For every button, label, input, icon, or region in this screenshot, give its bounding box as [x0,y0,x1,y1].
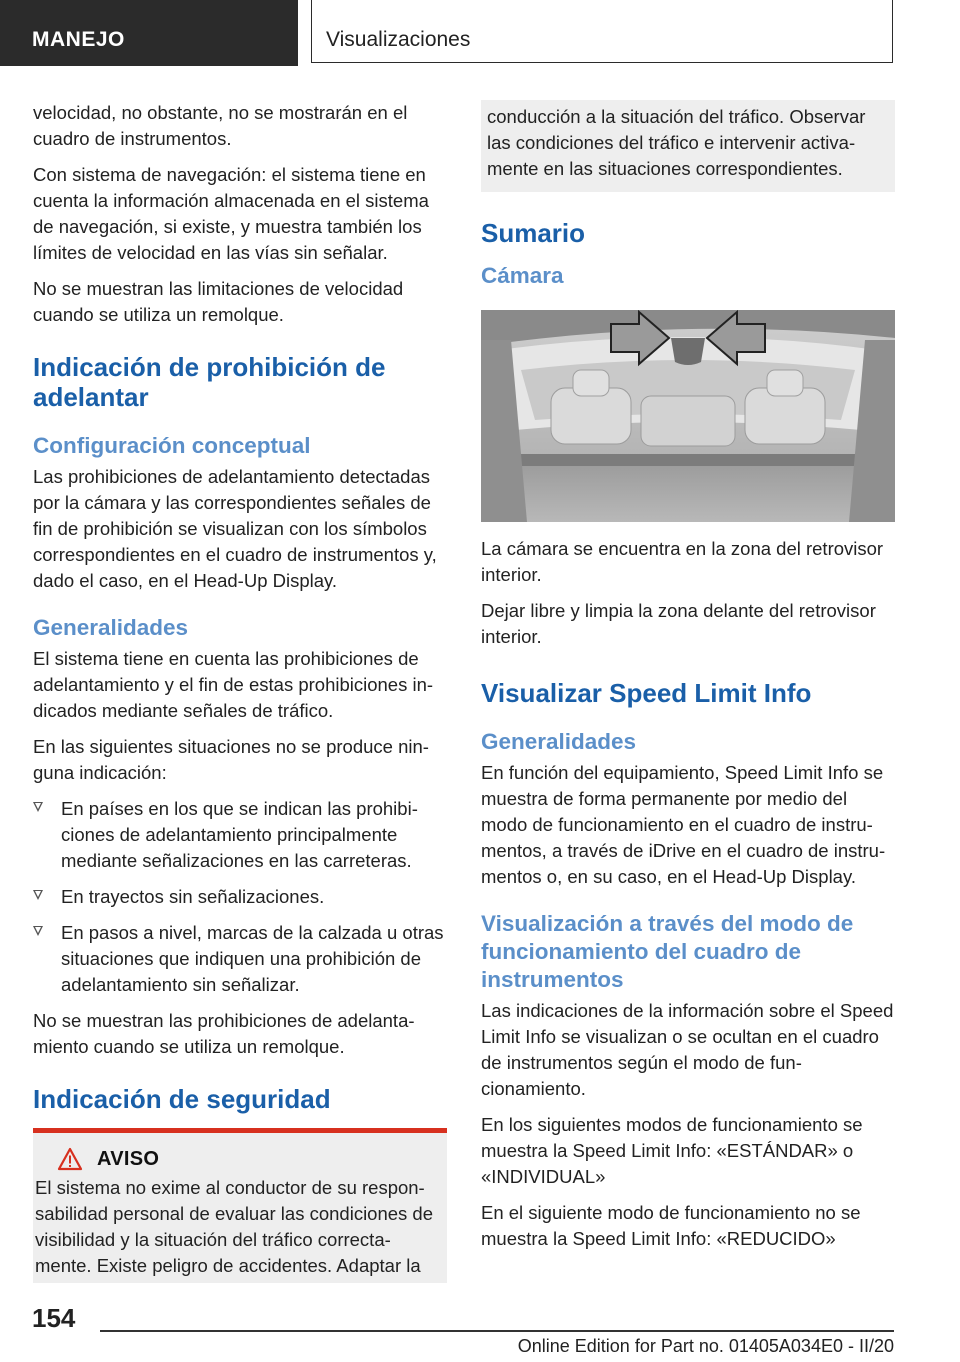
subheading-general: Generalidades [33,615,189,640]
section-title: MANEJO [32,28,125,51]
warning-text: El sistema no exime al conductor de su respon- sabilidad personal de evaluar las condiciones de visibilidad y la situación del tráfico correcta- mente. Existe peligro de accidentes. Adaptar la [35,1177,434,1276]
paragraph: velocidad, no obstante, no se mostrarán en el cuadro de instrumentos. [33,102,408,149]
header-section-tab [0,0,298,66]
paragraph: La cámara se encuentra en la zona del retrovisor interior. [481,538,884,585]
paragraph: El sistema tiene en cuenta las prohibiciones de adelantamiento y el fin de estas prohibiciones in- dicados mediante señales de tráfico. [33,648,434,721]
paragraph: Dejar libre y limpia la zona delante del retrovisor interior. [481,600,876,647]
bullet-list [33,796,447,998]
header-chapter-tab [311,0,893,63]
list-item: En países en los que se indican las prohibi- ciones de adelantamiento principalmente mediante señalizaciones en las carreteras. [33,796,447,874]
triangle-bullet-icon [33,926,43,936]
warning-triangle-icon [57,1147,83,1171]
warning-box [33,1128,447,1283]
camera-location-photo [481,310,895,522]
paragraph: No se muestran las limitaciones de velocidad cuando se utiliza un remolque. [33,278,404,325]
subheading-general: Generalidades [481,729,637,754]
subheading-concept: Configuración conceptual [33,433,311,458]
list-item: En pasos a nivel, marcas de la calzada u otras situaciones que indiquen una prohibición de adelantamiento sin señalizar. [33,920,447,998]
edition-note: Online Edition for Part no. 01405A034E0 - II/20 [517,1336,894,1356]
paragraph: En el siguiente modo de funcionamiento no se muestra la Speed Limit Info: «REDUCIDO» [481,1202,861,1249]
heading-summary: Sumario [481,218,586,248]
subheading-mode: Visualización a través del modo de funcionamiento del cuadro de instrumentos [481,911,854,992]
warning-header [57,1147,445,1171]
left-column [33,100,447,1283]
paragraph: En función del equipamiento, Speed Limit Info se muestra de forma permanente por medio del modo de funcionamiento en el cuadro de instru- mentos, a través de iDrive en el cuadro de instru- mentos o, en su caso, en el Head-Up Display. [481,762,886,887]
paragraph: Con sistema de navegación: el sistema tiene en cuenta la información almacenada en el sistema de navegación, si existe, y muestra también los límites de velocidad en las vías sin señalar. [33,164,429,263]
heading-safety: Indicación de seguridad [33,1084,331,1114]
paragraph: Las prohibiciones de adelantamiento detectadas por la cámara y las correspondientes señales de fin de prohibición se visualizan con los símbolos correspondientes en el cuadro de instrumentos y, dado el caso, en el Head-Up Display. [33,466,437,591]
right-column [481,100,895,1262]
paragraph: Las indicaciones de la información sobre el Speed Limit Info se visualizan o se ocultan en el cuadro de instrumentos según el modo de fun- cionamiento. [481,1000,894,1099]
heading-display: Visualizar Speed Limit Info [481,678,812,708]
warning-continuation-box [481,100,895,192]
triangle-bullet-icon [33,802,43,812]
paragraph: No se muestran las prohibiciones de adelanta- miento cuando se utiliza un remolque. [33,1010,415,1057]
footer-divider [100,1330,894,1332]
page-number: 154 [32,1303,76,1333]
warning-label: AVISO [97,1147,160,1170]
list-item: En trayectos sin señalizaciones. [33,884,447,910]
warning-text-continued: conducción a la situación del tráfico. Observar las condiciones del tráfico e intervenir activa- mente en las situaciones correspondientes. [487,106,866,179]
paragraph: En los siguientes modos de funcionamiento se muestra la Speed Limit Info: «ESTÁNDAR» o «INDIVIDUAL» [481,1114,863,1187]
paragraph: En las siguientes situaciones no se produce nin- guna indicación: [33,736,429,783]
heading-overtaking: Indicación de prohibición de adelantar [33,352,386,412]
chapter-title: Visualizaciones [326,28,471,51]
subheading-camera: Cámara [481,263,564,288]
triangle-bullet-icon [33,890,43,900]
